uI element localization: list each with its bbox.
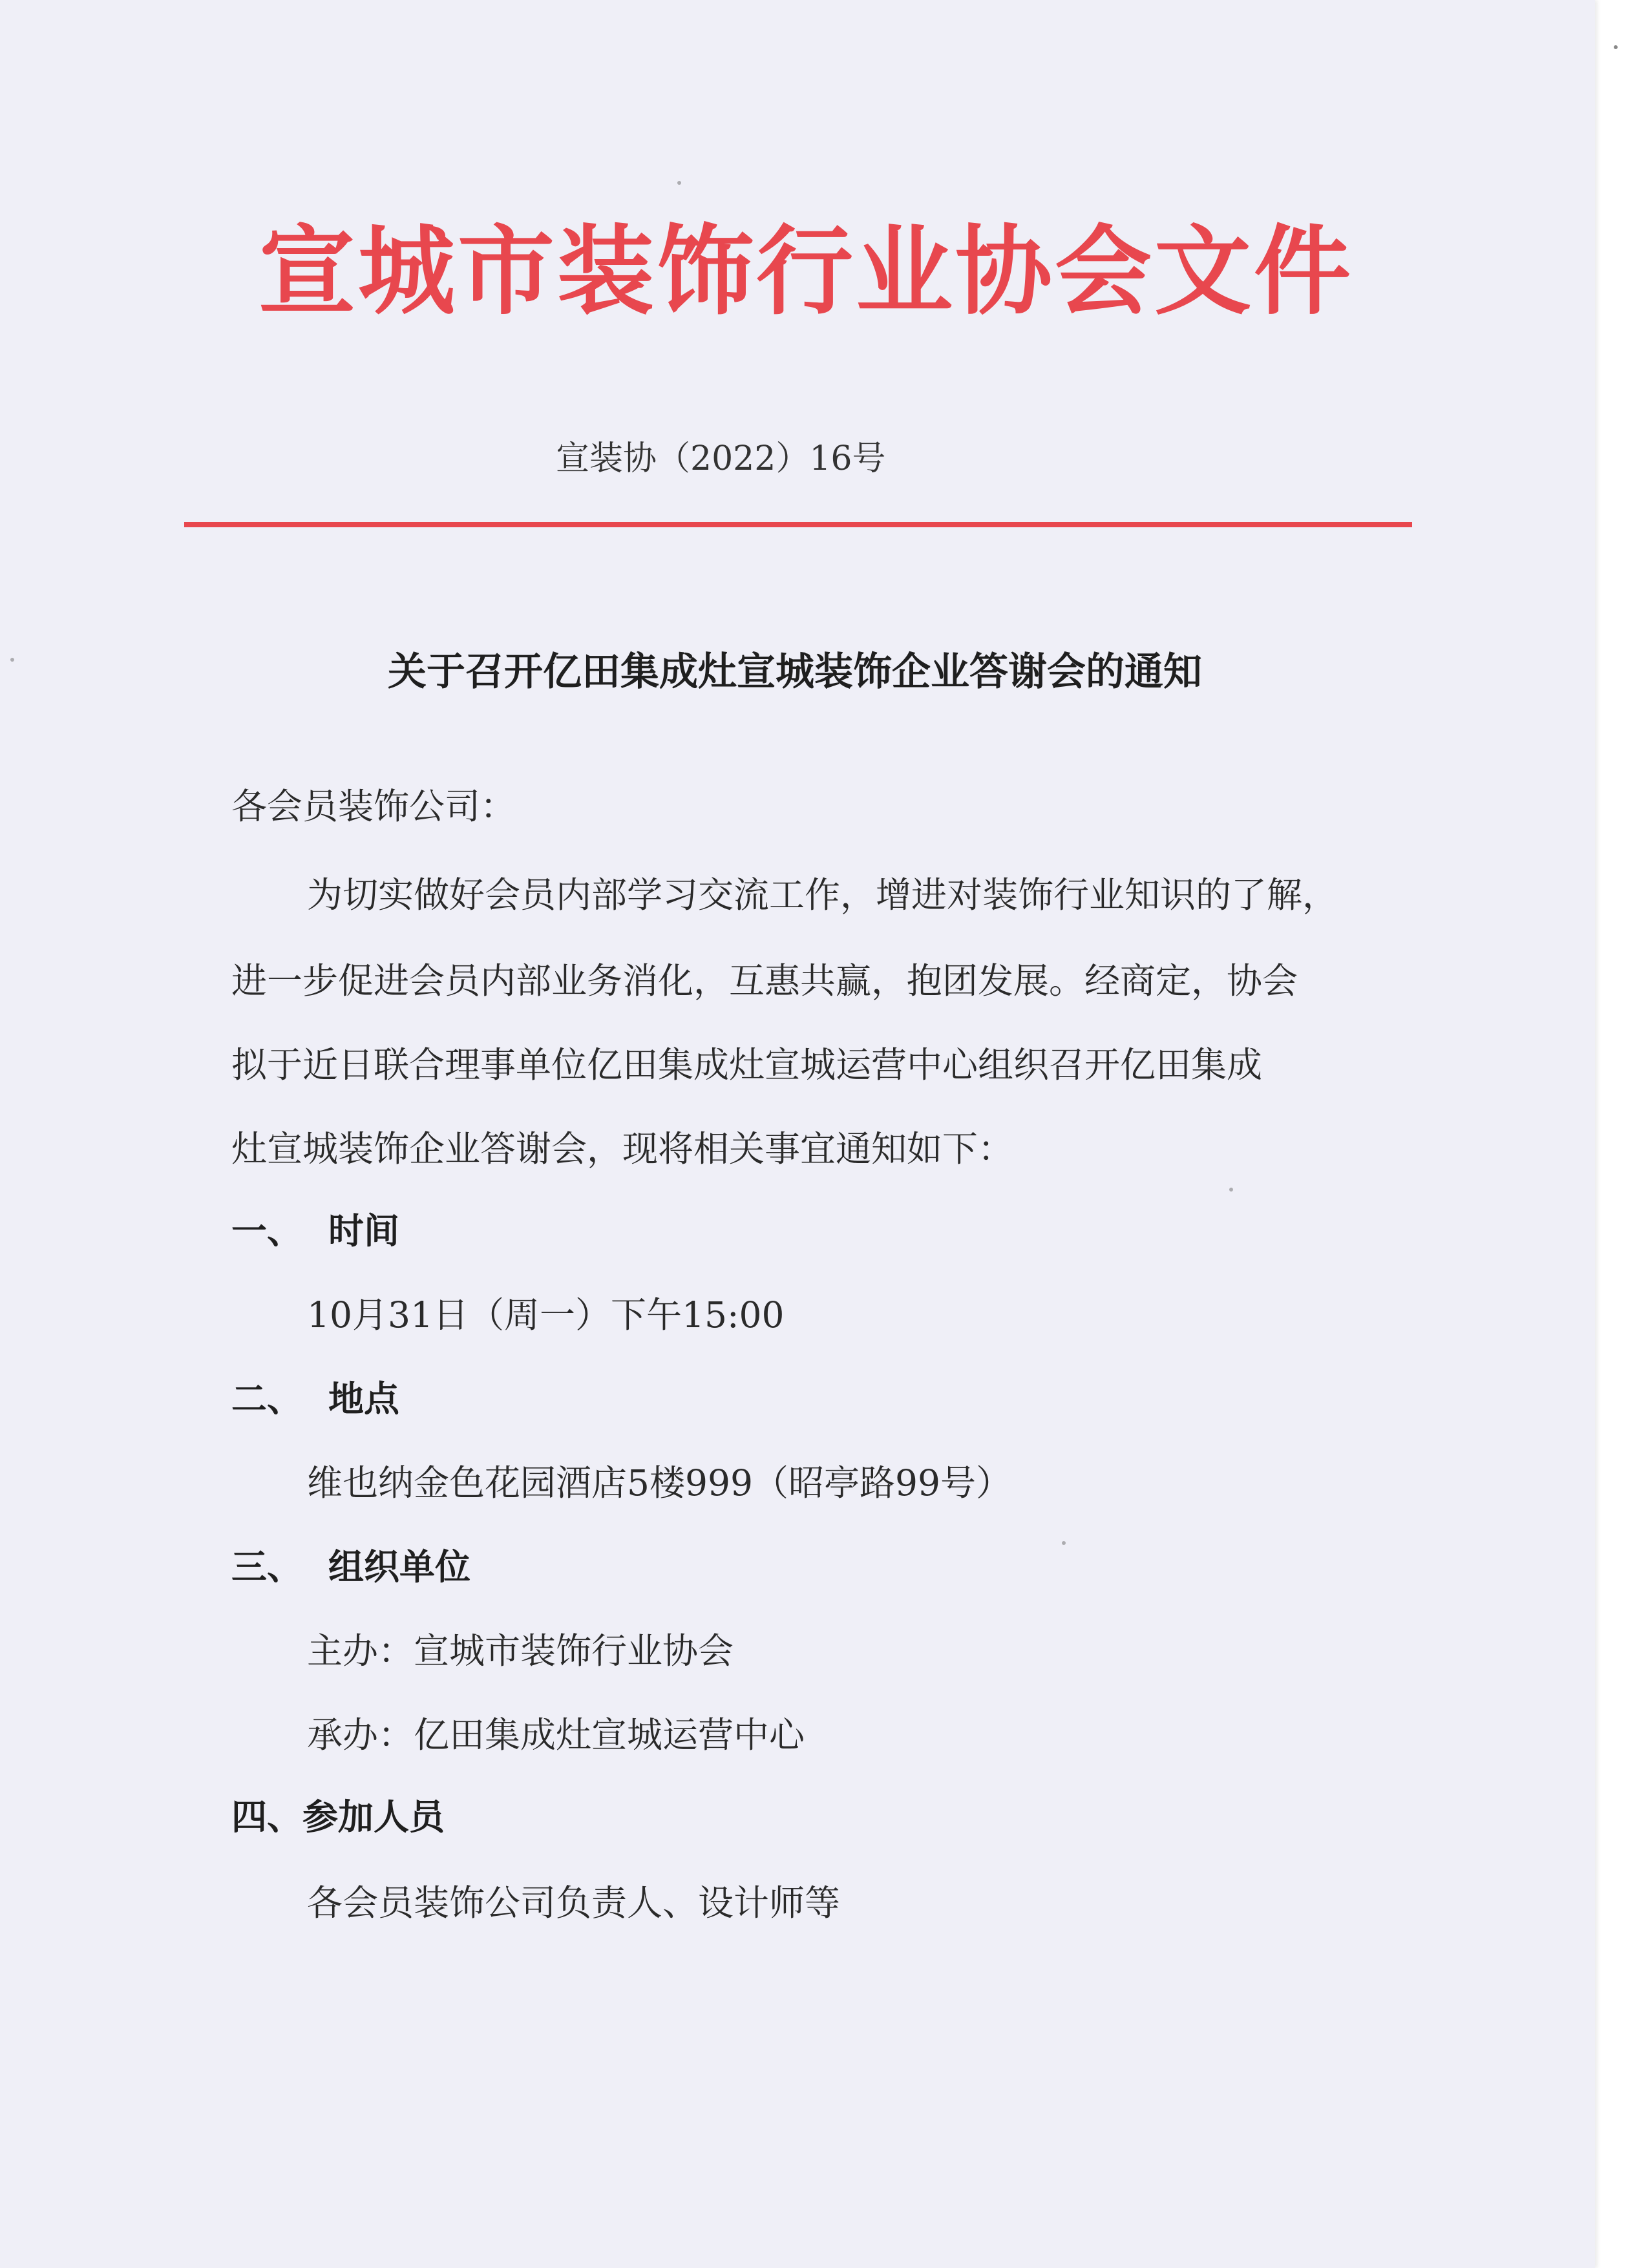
scan-speck [677, 181, 681, 185]
body-line-2: 进一步促进会员内部业务消化，互惠共赢，抱团发展。经商定，协会 [231, 960, 1298, 1002]
section-number: 三、 [231, 1546, 303, 1588]
section-location-value: 维也纳金色花园酒店5楼999（昭亭路99号） [307, 1462, 1011, 1504]
salutation: 各会员装饰公司： [231, 786, 516, 827]
section-heading-participants [231, 1791, 445, 1843]
section-time-value: 10月31日（周一）下午15:00 [307, 1294, 785, 1336]
section-title: 组织单位 [328, 1546, 471, 1588]
section-number: 四、 [231, 1796, 303, 1838]
org-header-title: 宣城市装饰行业协会文件 [259, 215, 1354, 328]
red-divider-line [184, 522, 1412, 527]
section-number: 一、 [231, 1210, 303, 1252]
section-heading-organizers [231, 1541, 470, 1593]
section-participants-value: 各会员装饰公司负责人、设计师等 [307, 1882, 841, 1924]
scan-speck [1062, 1541, 1066, 1545]
body-line-3: 拟于近日联合理事单位亿田集成灶宣城运营中心组织召开亿田集成 [231, 1044, 1263, 1086]
scan-speck [10, 658, 14, 662]
section-title: 时间 [328, 1210, 400, 1252]
body-line-1: 为切实做好会员内部学习交流工作，增进对装饰行业知识的了解， [307, 874, 1338, 916]
notice-title: 关于召开亿田集成灶宣城装饰企业答谢会的通知 [388, 649, 1202, 695]
scan-speck [1614, 45, 1618, 49]
organizer-host: 主办：宣城市装饰行业协会 [307, 1630, 734, 1672]
organizer-undertaker: 承办：亿田集成灶宣城运营中心 [307, 1714, 805, 1756]
document-number: 宣装协（2022）16号 [556, 439, 886, 478]
section-title: 参加人员 [302, 1796, 445, 1838]
scan-speck [1229, 1188, 1233, 1192]
section-number: 二、 [231, 1378, 303, 1420]
body-line-4: 灶宣城装饰企业答谢会，现将相关事宜通知如下： [231, 1128, 1014, 1170]
section-title: 地点 [328, 1378, 400, 1420]
section-heading-location [231, 1373, 399, 1425]
section-heading-time [231, 1205, 399, 1257]
